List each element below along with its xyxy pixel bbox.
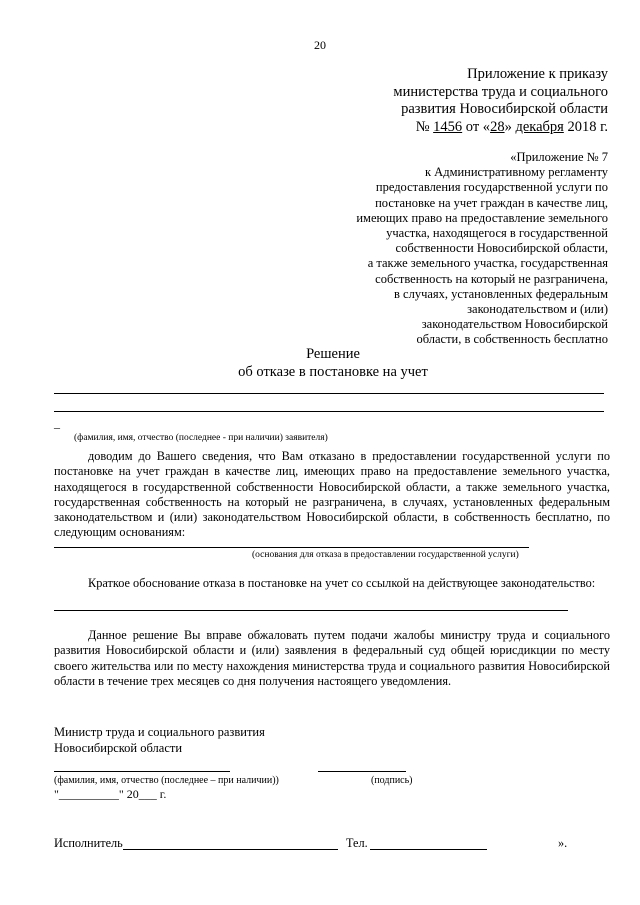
justification-paragraph: Краткое обоснование отказа в постановке на учет со ссылкой на действующее законодательство: bbox=[88, 576, 596, 590]
appeal-paragraph: Данное решение Вы вправе обжаловать путем подачи жалобы министру труда и социального развития Новосибирской области и (или) заявления в федеральный суд общей юрисдикции по месту своего жительства или по месту нахождения министерства труда и социального развития Новосибирской области в течение трех месяцев со дня получения настоящего уведомления. bbox=[54, 628, 610, 688]
signature-line bbox=[318, 771, 406, 772]
signature-caption: (подпись) bbox=[371, 775, 413, 786]
title-line-1: Решение bbox=[306, 346, 360, 362]
order-year: 2018 г. bbox=[563, 118, 608, 135]
annex-line: «Приложение № 7 bbox=[510, 150, 608, 164]
order-month: декабря bbox=[515, 118, 564, 135]
end-quote: ». bbox=[558, 836, 568, 850]
date-line: "__________" 20___ г. bbox=[54, 787, 167, 801]
executor-label: Исполнитель bbox=[54, 836, 123, 850]
page-number: 20 bbox=[314, 38, 326, 52]
applicant-caption: (фамилия, имя, отчество (последнее - при наличии) заявителя) bbox=[74, 433, 328, 443]
order-day: 28 bbox=[490, 118, 505, 135]
order-number-line bbox=[393, 119, 608, 137]
document-title bbox=[0, 346, 640, 381]
order-num-prefix: № bbox=[415, 118, 434, 135]
annex-line: предоставления государственной услуги по bbox=[375, 180, 608, 195]
order-from: от « bbox=[462, 118, 491, 135]
annex-line: участка, находящегося в государственной bbox=[386, 226, 608, 241]
order-number: 1456 bbox=[433, 118, 463, 135]
annex-line: области, в собственность бесплатно bbox=[416, 332, 608, 347]
refusal-paragraph: доводим до Вашего сведения, что Вам отказано в предоставлении государственной услуги по постановке на учет граждан в качестве лиц, имеющих право на предоставление земельного участка, находящегося в государственной собственности Новосибирской области, а также земельного участка, государственная собственность на который не разграничена, в случаях, установленных федеральным законодательством и (или) законодательством Новосибирской области, в собственность бесплатно, по следующим основаниям: bbox=[54, 449, 610, 540]
position-line-1: Министр труда и социального развития bbox=[54, 725, 265, 739]
annex-line: к Административному регламенту bbox=[424, 165, 608, 180]
grounds-line bbox=[54, 547, 529, 548]
position-line-2: Новосибирской области bbox=[54, 741, 183, 755]
annex-line: законодательством Новосибирской bbox=[421, 317, 608, 332]
signatory-position bbox=[54, 724, 265, 756]
grounds-caption: (основания для отказа в предоставлении государственной услуги) bbox=[252, 550, 519, 560]
phone-label: Тел. bbox=[346, 836, 368, 850]
header-line-2: министерства труда и социального bbox=[393, 83, 608, 100]
signatory-name-caption: (фамилия, имя, отчество (последнее – при наличии)) bbox=[54, 775, 279, 786]
annex-line: законодательством и (или) bbox=[467, 302, 608, 317]
order-header bbox=[393, 66, 608, 136]
title-line-2: об отказе в постановке на учет bbox=[238, 363, 428, 380]
applicant-line-1 bbox=[54, 393, 604, 394]
annex-line: собственность на который не разграничена, bbox=[375, 271, 608, 286]
phone-line bbox=[370, 849, 487, 850]
signatory-name-line bbox=[54, 771, 230, 772]
annex-line: а также земельного участка, государственная bbox=[367, 256, 608, 271]
order-close-quote: » bbox=[504, 118, 516, 135]
annex-line: имеющих право на предоставление земельного bbox=[356, 210, 608, 225]
annex-line: постановке на учет граждан в качестве лиц, bbox=[375, 195, 608, 210]
header-line-1: Приложение к приказу bbox=[467, 66, 608, 82]
justification-line bbox=[54, 610, 568, 611]
annex-line: собственности Новосибирской области, bbox=[395, 241, 608, 256]
applicant-line-2 bbox=[54, 411, 604, 412]
annex-block bbox=[356, 150, 608, 348]
annex-line: в случаях, установленных федеральным bbox=[394, 286, 608, 301]
header-line-3: развития Новосибирской области bbox=[401, 101, 608, 117]
executor-line bbox=[123, 849, 338, 850]
applicant-dash: _ bbox=[54, 416, 60, 430]
